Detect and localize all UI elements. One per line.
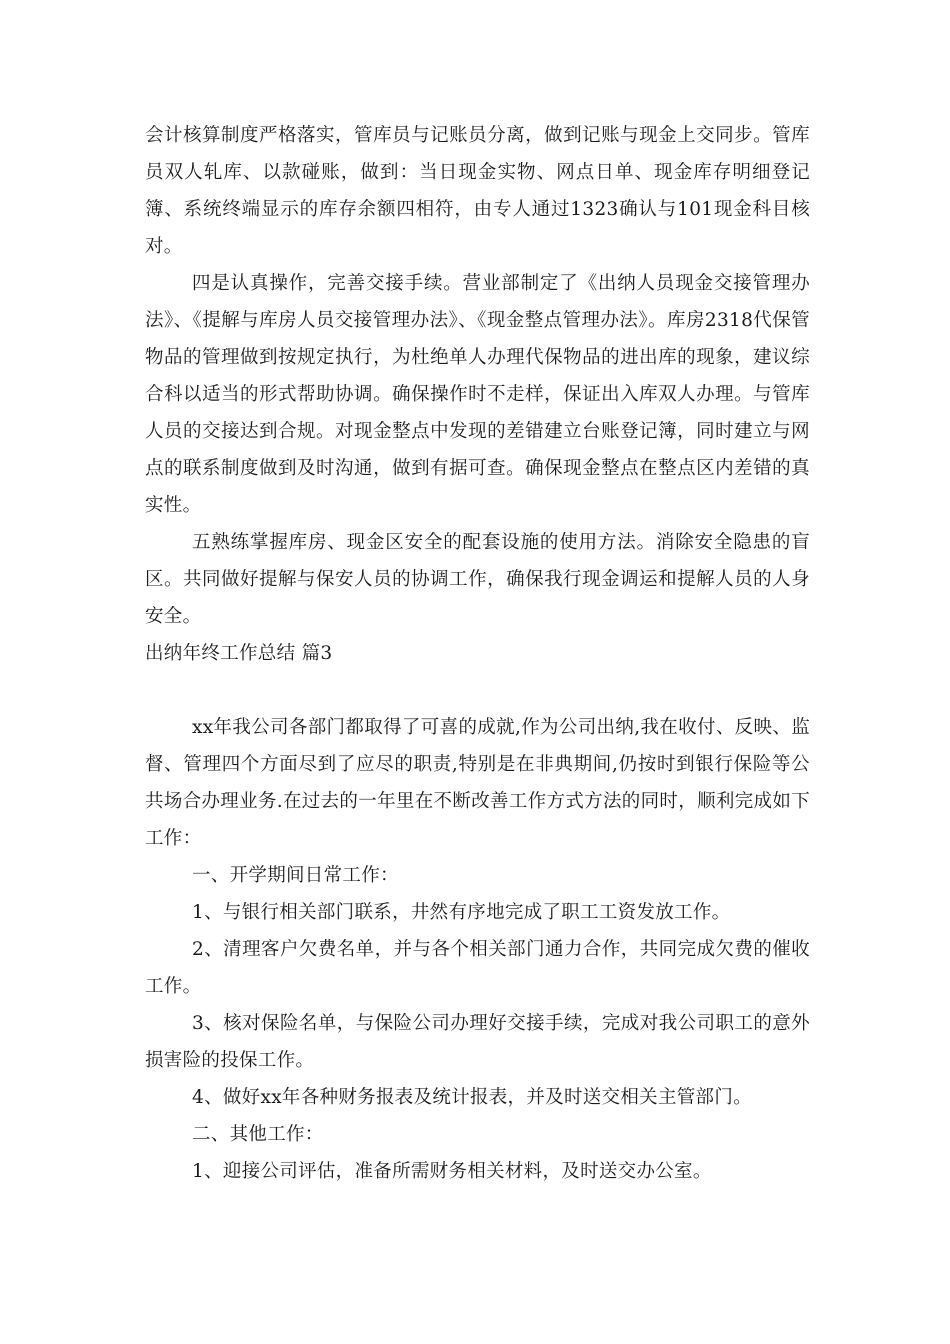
paragraph-accounting-system: 会计核算制度严格落实，管库员与记账员分离，做到记账与现金上交同步。管库员双人轧库、以款碰账，做到：当日现金实物、网点日单、现金库存明细登记簿、系统终端显示的库存余额四相符，由专人通过1323确认与101现金科目核对。: [145, 125, 810, 257]
list-item-arrears: 2、清理客户欠费名单，并与各个相关部门通力合作，共同完成欠费的催收工作。: [145, 939, 810, 997]
list-item-evaluation: 1、迎接公司评估，准备所需财务相关材料，及时送交办公室。: [192, 1161, 712, 1182]
paragraph-security-facilities: 五熟练掌握库房、现金区安全的配套设施的使用方法。消除安全隐患的盲区。共同做好提解与保安人员的协调工作，确保我行现金调运和提解人员的人身安全。: [145, 532, 810, 627]
paragraph-intro: xx年我公司各部门都取得了可喜的成就,作为公司出纳,我在收付、反映、监督、管理四个方面尽到了应尽的职责,特别是在非典期间,仍按时到银行保险等公共场合办理业务.在过去的一年里在不断改善工作方式方法的同时，顺利完成如下工作：: [145, 717, 810, 849]
section-spacer: [145, 672, 810, 709]
list-item-reports: 4、做好xx年各种财务报表及统计报表，并及时送交相关主管部门。: [192, 1087, 752, 1108]
paragraph-handover-procedures: 四是认真操作，完善交接手续。营业部制定了《出纳人员现金交接管理办法》、《提解与库房人员交接管理办法》、《现金整点管理办法》。库房2318代保管物品的管理做到按规定执行，为杜绝单人办理代保物品的进出库的现象，建议综合科以适当的形式帮助协调。确保操作时不走样，保证出入库双人办理。与管库人员的交接达到合规。对现金整点中发现的差错建立台账登记簿，同时建立与网点的联系制度做到及时沟通，做到有据可查。确保现金整点在整点区内差错的真实性。: [145, 273, 810, 516]
list-item-insurance: 3、核对保险名单，与保险公司办理好交接手续，完成对我公司职工的意外损害险的投保工作。: [145, 1013, 810, 1071]
document-body: [145, 117, 810, 1190]
list-item-salary: 1、与银行相关部门联系，井然有序地完成了职工工资发放工作。: [192, 902, 731, 923]
section-title: 出纳年终工作总结 篇3: [145, 643, 333, 664]
subheading-other-work: 二、其他工作：: [192, 1124, 324, 1145]
subheading-daily-work: 一、开学期间日常工作：: [192, 865, 399, 886]
